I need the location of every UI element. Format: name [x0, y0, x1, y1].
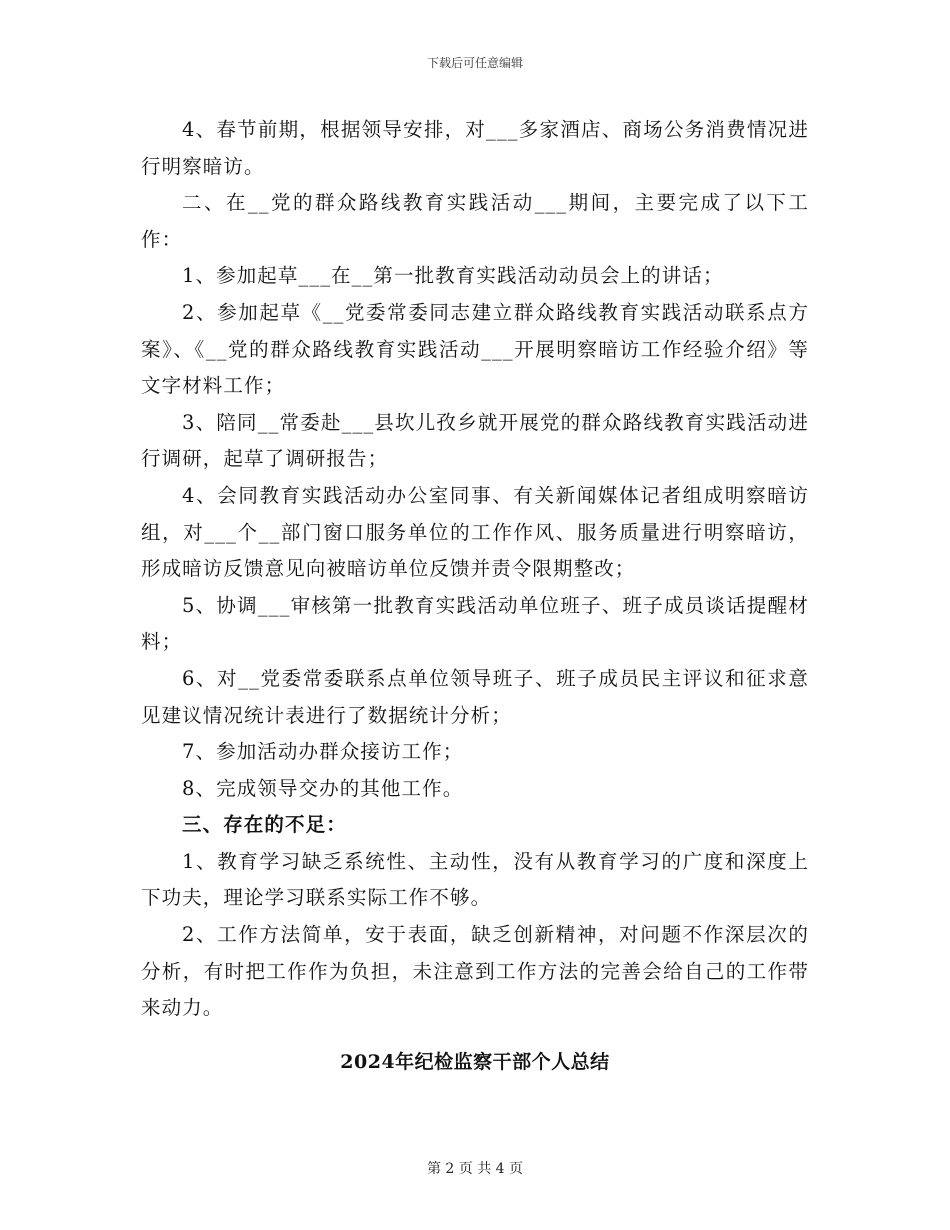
- page-indicator: 第 2 页 共 4 页: [426, 1161, 524, 1177]
- shortcoming-methods: 2、工作方法简单，安于表面，缺乏创新精神，对问题不作深层次的分析，有时把工作作为负担，未注意到工作方法的完善会给自己的工作带来动力。: [141, 923, 809, 1020]
- list-item-inspection-group: 4、会同教育实践活动办公室同事、有关新闻媒体记者组成明察暗访组，对___个__部门窗口服务单位的工作作风、服务质量进行明察暗访，形成暗访反馈意见向被暗访单位反馈并责令限期整改；: [141, 483, 809, 581]
- list-item-public-visits: 7、参加活动办群众接访工作；: [182, 740, 464, 764]
- list-item-drafting-speech: 1、参加起草___在__第一批教育实践活动动员会上的讲话；: [182, 264, 724, 288]
- shortcoming-study: 1、教育学习缺乏系统性、主动性，没有从教育学习的广度和深度上下功夫，理论学习联系实际工作不够。: [141, 849, 809, 910]
- list-item-statistical-analysis: 6、对__党委常委联系点单位领导班子、班子成员民主评议和征求意见建议情况统计表进行了数据统计分析；: [141, 666, 809, 727]
- list-item-drafting-materials: 2、参加起草《__党委常委同志建立群众路线教育实践活动联系点方案》、《__党的群众路线教育实践活动___开展明察暗访工作经验介绍》等文字材料工作；: [141, 300, 809, 398]
- section-three-heading: 三、存在的不足：: [182, 813, 347, 837]
- list-item-review-materials: 5、协调___审核第一批教育实践活动单位班子、班子成员谈话提醒材料；: [141, 593, 809, 654]
- paragraph-consumption-inspection: 4、春节前期，根据领导安排，对___多家酒店、商场公务消费情况进行明察暗访。: [141, 118, 809, 178]
- list-item-other-tasks: 8、完成领导交办的其他工作。: [182, 776, 464, 800]
- document-body: [141, 112, 809, 1077]
- document-title: 2024年纪检监察干部个人总结: [340, 1050, 610, 1073]
- list-item-research-trip: 3、陪同__常委赴___县坎儿孜乡就开展党的群众路线教育实践活动进行调研，起草了调研报告；: [141, 410, 809, 471]
- page-header-note: 下载后可任意编辑: [426, 56, 523, 70]
- section-two-intro: 二、在__党的群众路线教育实践活动___期间，主要完成了以下工作：: [141, 191, 809, 251]
